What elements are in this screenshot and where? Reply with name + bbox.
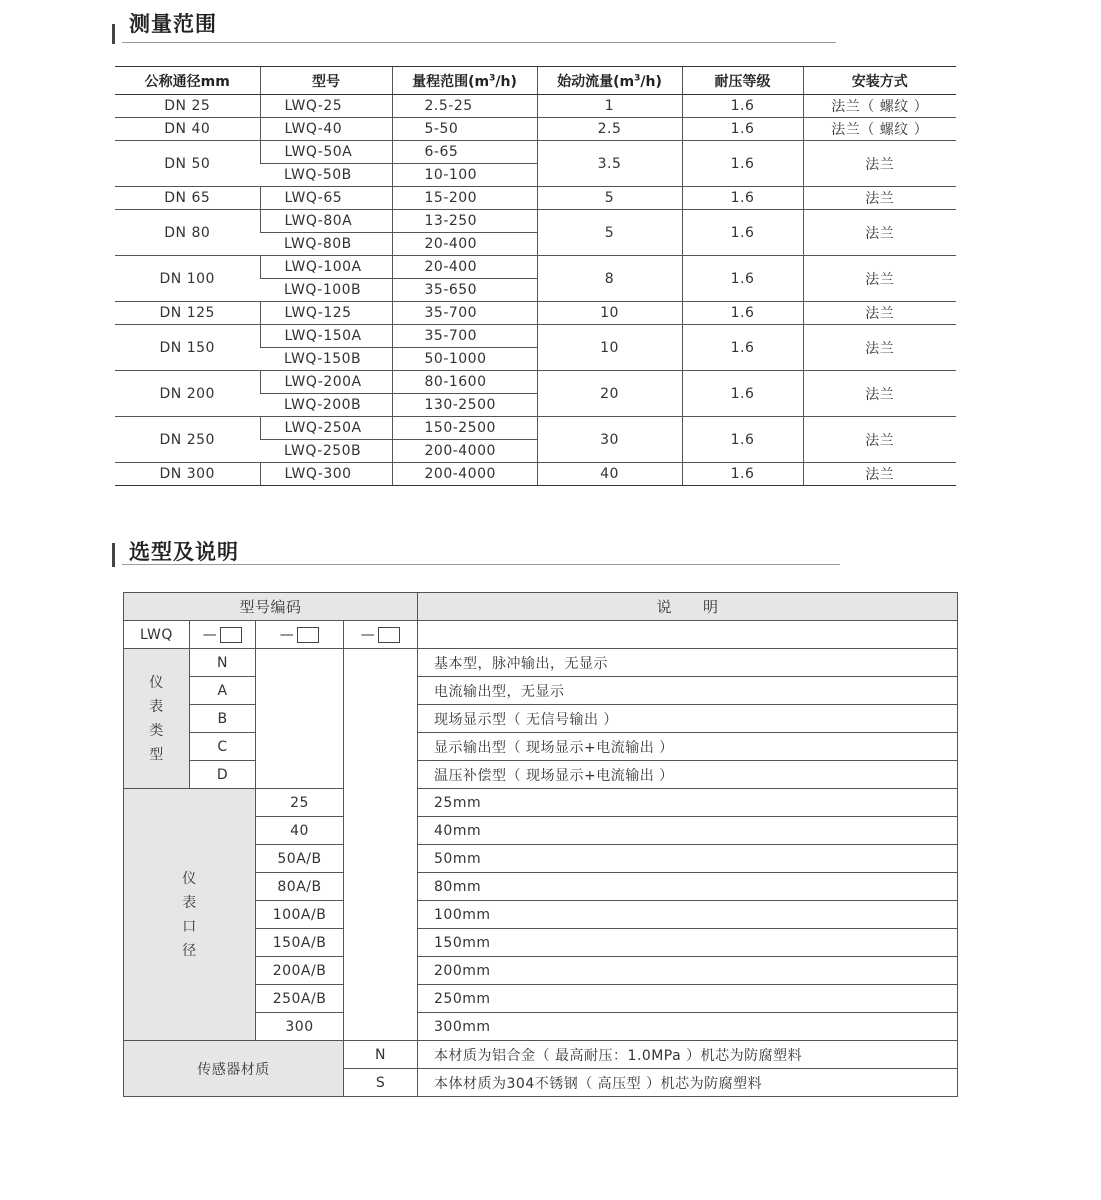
- type-row: [124, 761, 958, 789]
- model-cell: LWQ-65: [260, 187, 392, 210]
- material-desc: 本材质为铝合金（ 最高耐压：1.0MPa ）机芯为防腐塑料: [418, 1041, 958, 1069]
- install-cell: 法兰（ 螺纹 ）: [803, 118, 956, 141]
- start-flow-cell: 10: [537, 325, 682, 371]
- model-cell: LWQ-250B: [260, 440, 392, 463]
- range-header-row: [115, 67, 956, 95]
- size-code: 40: [256, 817, 344, 845]
- dn-cell: DN 250: [115, 417, 260, 463]
- code-row: [124, 621, 958, 649]
- material-row: [124, 1041, 958, 1069]
- model-cell: LWQ-80B: [260, 233, 392, 256]
- model-cell: LWQ-100B: [260, 279, 392, 302]
- range-row: [115, 187, 956, 210]
- material-code: S: [344, 1069, 418, 1097]
- size-code: 300: [256, 1013, 344, 1041]
- size-code: 50A/B: [256, 845, 344, 873]
- model-cell: LWQ-250A: [260, 417, 392, 440]
- install-cell: 法兰: [803, 417, 956, 463]
- model-cell: LWQ-125: [260, 302, 392, 325]
- install-cell: 法兰: [803, 371, 956, 417]
- start-flow-cell: 2.5: [537, 118, 682, 141]
- heading-rule: [122, 564, 840, 565]
- range-row: [115, 325, 956, 348]
- size-label: [124, 789, 256, 1041]
- range-section-title: 测量范围: [129, 12, 217, 36]
- range-row: [115, 302, 956, 325]
- type-empty-material: [344, 649, 418, 1041]
- header-range: 量程范围$(m^3/h)$: [392, 67, 537, 95]
- header-model: 型号: [260, 67, 392, 95]
- type-row: [124, 677, 958, 705]
- type-desc: 电流输出型，无显示: [418, 677, 958, 705]
- code-slot-type: [190, 621, 256, 649]
- start-flow-cell: 5: [537, 210, 682, 256]
- range-cell: 35-700: [392, 325, 537, 348]
- type-row: [124, 649, 958, 677]
- start-flow-cell: 1: [537, 95, 682, 118]
- header-start-flow: 始动流量$(m^3/h)$: [537, 67, 682, 95]
- heading-rule: [122, 42, 836, 43]
- start-flow-cell: 8: [537, 256, 682, 302]
- type-code: D: [190, 761, 256, 789]
- type-label-text: 仪表类型: [149, 674, 164, 763]
- start-flow-cell: 10: [537, 302, 682, 325]
- range-cell: 2.5-25: [392, 95, 537, 118]
- pressure-cell: 1.6: [682, 210, 803, 256]
- install-cell: 法兰: [803, 325, 956, 371]
- range-cell: 150-2500: [392, 417, 537, 440]
- model-cell: LWQ-200B: [260, 394, 392, 417]
- size-desc: 50mm: [418, 845, 958, 873]
- selection-section-title: 选型及说明: [129, 540, 239, 564]
- range-cell: 15-200: [392, 187, 537, 210]
- install-cell: 法兰: [803, 141, 956, 187]
- range-row: [115, 95, 956, 118]
- model-cell: LWQ-25: [260, 95, 392, 118]
- dn-cell: DN 200: [115, 371, 260, 417]
- code-slot-material: [344, 621, 418, 649]
- install-cell: 法兰（ 螺纹 ）: [803, 95, 956, 118]
- header-pressure: 耐压等级: [682, 67, 803, 95]
- pressure-cell: 1.6: [682, 118, 803, 141]
- dn-cell: DN 25: [115, 95, 260, 118]
- size-desc: 150mm: [418, 929, 958, 957]
- range-cell: 20-400: [392, 233, 537, 256]
- range-cell: 20-400: [392, 256, 537, 279]
- pressure-cell: 1.6: [682, 141, 803, 187]
- range-cell: 50-1000: [392, 348, 537, 371]
- header-description: 说 明: [418, 593, 958, 621]
- range-cell: 200-4000: [392, 440, 537, 463]
- material-label: 传感器材质: [124, 1041, 344, 1097]
- selection-table: [123, 592, 958, 1097]
- install-cell: 法兰: [803, 210, 956, 256]
- dn-cell: DN 125: [115, 302, 260, 325]
- dn-cell: DN 150: [115, 325, 260, 371]
- range-row: [115, 417, 956, 440]
- range-cell: 200-4000: [392, 463, 537, 486]
- heading-bar: [112, 543, 115, 567]
- dn-cell: DN 50: [115, 141, 260, 187]
- pressure-cell: 1.6: [682, 302, 803, 325]
- start-flow-cell: 30: [537, 417, 682, 463]
- code-slot-size: [256, 621, 344, 649]
- pressure-cell: 1.6: [682, 417, 803, 463]
- type-desc: 基本型，脉冲输出，无显示: [418, 649, 958, 677]
- code-box: [378, 627, 400, 643]
- install-cell: 法兰: [803, 463, 956, 486]
- size-code: 250A/B: [256, 985, 344, 1013]
- size-desc: 300mm: [418, 1013, 958, 1041]
- pressure-cell: 1.6: [682, 95, 803, 118]
- measurement-range-table: [115, 66, 956, 486]
- dn-cell: DN 80: [115, 210, 260, 256]
- size-desc: 25mm: [418, 789, 958, 817]
- range-cell: 130-2500: [392, 394, 537, 417]
- header-dn: 公称通径mm: [115, 67, 260, 95]
- model-cell: LWQ-100A: [260, 256, 392, 279]
- size-row: [124, 789, 958, 817]
- type-code: B: [190, 705, 256, 733]
- size-code: 200A/B: [256, 957, 344, 985]
- range-row: [115, 118, 956, 141]
- model-cell: LWQ-300: [260, 463, 392, 486]
- header-install: 安装方式: [803, 67, 956, 95]
- selection-header-row: [124, 593, 958, 621]
- type-label: [124, 649, 190, 789]
- type-row: [124, 733, 958, 761]
- range-row: [115, 141, 956, 164]
- selection-table-body: [124, 593, 958, 1097]
- range-cell: 35-700: [392, 302, 537, 325]
- header-model-code: 型号编码: [124, 593, 418, 621]
- range-row: [115, 210, 956, 233]
- code-row-desc: [418, 621, 958, 649]
- type-desc: 现场显示型（ 无信号输出 ）: [418, 705, 958, 733]
- type-desc: 显示输出型（ 现场显示+电流输出 ）: [418, 733, 958, 761]
- start-flow-cell: 40: [537, 463, 682, 486]
- pressure-cell: 1.6: [682, 256, 803, 302]
- code-box: [297, 627, 319, 643]
- range-cell: 10-100: [392, 164, 537, 187]
- size-desc: 40mm: [418, 817, 958, 845]
- size-code: 80A/B: [256, 873, 344, 901]
- size-desc: 100mm: [418, 901, 958, 929]
- start-flow-cell: 5: [537, 187, 682, 210]
- dn-cell: DN 100: [115, 256, 260, 302]
- range-row: [115, 463, 956, 486]
- install-cell: 法兰: [803, 302, 956, 325]
- type-empty-size: [256, 649, 344, 789]
- range-cell: 80-1600: [392, 371, 537, 394]
- dn-cell: DN 40: [115, 118, 260, 141]
- model-cell: LWQ-50B: [260, 164, 392, 187]
- size-desc: 80mm: [418, 873, 958, 901]
- material-code: N: [344, 1041, 418, 1069]
- dash: —: [202, 626, 218, 643]
- model-cell: LWQ-80A: [260, 210, 392, 233]
- model-cell: LWQ-150B: [260, 348, 392, 371]
- range-cell: 35-650: [392, 279, 537, 302]
- size-desc: 250mm: [418, 985, 958, 1013]
- size-code: 150A/B: [256, 929, 344, 957]
- size-code: 100A/B: [256, 901, 344, 929]
- start-flow-cell: 3.5: [537, 141, 682, 187]
- install-cell: 法兰: [803, 256, 956, 302]
- dn-cell: DN 65: [115, 187, 260, 210]
- size-desc: 200mm: [418, 957, 958, 985]
- type-desc: 温压补偿型（ 现场显示+电流输出 ）: [418, 761, 958, 789]
- pressure-cell: 1.6: [682, 187, 803, 210]
- size-code: 25: [256, 789, 344, 817]
- dash: —: [360, 626, 376, 643]
- pressure-cell: 1.6: [682, 325, 803, 371]
- model-cell: LWQ-50A: [260, 141, 392, 164]
- install-cell: 法兰: [803, 187, 956, 210]
- range-cell: 5-50: [392, 118, 537, 141]
- range-row: [115, 256, 956, 279]
- type-code: C: [190, 733, 256, 761]
- size-label-text: 仪表口径: [182, 870, 197, 959]
- pressure-cell: 1.6: [682, 371, 803, 417]
- type-code: N: [190, 649, 256, 677]
- model-cell: LWQ-40: [260, 118, 392, 141]
- model-cell: LWQ-200A: [260, 371, 392, 394]
- heading-bar: [112, 24, 115, 44]
- code-box: [220, 627, 242, 643]
- dn-cell: DN 300: [115, 463, 260, 486]
- range-row: [115, 371, 956, 394]
- range-cell: 13-250: [392, 210, 537, 233]
- range-cell: 6-65: [392, 141, 537, 164]
- start-flow-cell: 20: [537, 371, 682, 417]
- lwq-code: LWQ: [124, 621, 190, 649]
- material-desc: 本体材质为304不锈钢（ 高压型 ）机芯为防腐塑料: [418, 1069, 958, 1097]
- type-row: [124, 705, 958, 733]
- model-cell: LWQ-150A: [260, 325, 392, 348]
- range-table-body: [115, 95, 956, 486]
- type-code: A: [190, 677, 256, 705]
- dash: —: [279, 626, 295, 643]
- pressure-cell: 1.6: [682, 463, 803, 486]
